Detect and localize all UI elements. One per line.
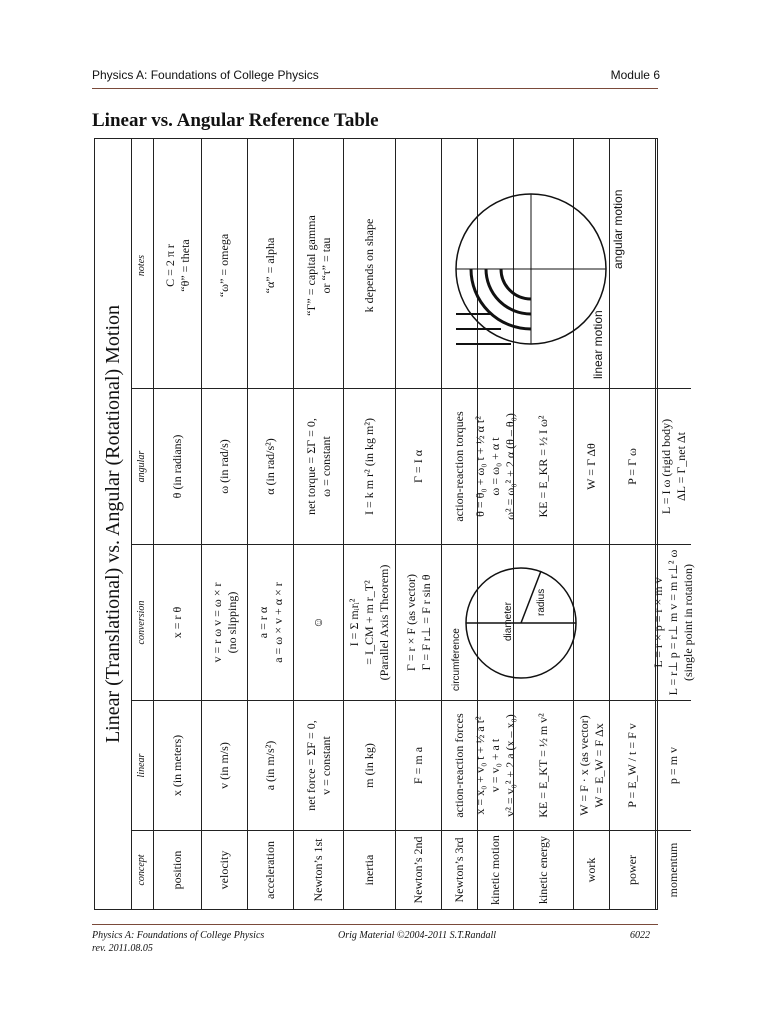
cell-conversion: x = r θ — [154, 545, 201, 701]
cell-linear: p = m v — [656, 701, 691, 831]
footer-left-line1: Physics A: Foundations of College Physics — [92, 930, 265, 941]
cell-linear: F = m a — [396, 701, 441, 831]
circle-diagram-label: diameter — [503, 602, 514, 641]
cell-notes: notes — [132, 143, 153, 389]
cell-linear: a (in m/s²) — [248, 701, 293, 831]
cell-concept: Newton’s 1st — [311, 838, 325, 902]
cell-linear: net force = ΣF = 0, v = constant — [294, 701, 343, 831]
cell-conversion: Γ = r × F (as vector) Γ = F r⊥ = F r sin θ — [396, 545, 441, 701]
cell-linear: W = F · x (as vector) W = E_W = F Δx — [574, 701, 609, 831]
reference-table-wrapper — [94, 138, 695, 910]
table-row — [293, 139, 343, 909]
cell-concept: kinetic energy — [536, 835, 550, 905]
table-row — [651, 139, 695, 909]
cell-concept: acceleration — [263, 841, 277, 899]
cell-conversion: ☺ — [294, 545, 343, 701]
cell-concept: Newton’s 3rd — [452, 837, 466, 903]
cell-angular: ω (in rad/s) — [202, 389, 247, 545]
cell-angular: α (in rad/s²) — [248, 389, 293, 545]
cell-notes: “Γ” = capital gamma or “τ” = tau — [294, 143, 343, 389]
reference-table — [94, 138, 695, 910]
cell-linear: x (in meters) — [154, 701, 201, 831]
table-row — [343, 139, 395, 909]
cell-linear: linear — [132, 701, 153, 831]
cell-linear: action-reaction forces — [442, 701, 477, 831]
cell-linear: KE = E_KT = ½ m v² — [514, 701, 573, 831]
cell-conversion: L = r × p = r × m v L = r⊥ p = r⊥ m v = m r⊥² ω (single point in rotation) — [656, 545, 691, 701]
cell-concept: Newton’s 2nd — [411, 836, 425, 904]
cell-notes — [396, 143, 441, 389]
cell-angular: KE = E_KR = ½ I ω² — [514, 389, 573, 545]
cell-conversion: v = r ω v = ω × r (no slipping) — [202, 545, 247, 701]
cell-angular: θ = θ₀ + ω₀ t + ½ α t² ω = ω₀ + α t ω² = ω₀² + 2 α (θ – θ₀) — [478, 389, 513, 545]
circle-diagram-label: circumference — [451, 628, 462, 691]
cell-concept: position — [170, 850, 184, 890]
cell-angular: I = k m r² (in kg m²) — [344, 389, 395, 545]
cell-concept: kinetic motion — [488, 835, 502, 905]
footer-page-number: 6022 — [630, 930, 650, 941]
page-header-left: Physics A: Foundations of College Physics — [92, 68, 319, 82]
cell-angular: W = Γ Δθ — [574, 389, 609, 545]
cell-angular: Γ = I α — [396, 389, 441, 545]
cell-concept: power — [625, 855, 639, 885]
page-header-right: Module 6 — [610, 68, 660, 82]
table-row — [201, 139, 247, 909]
cell-concept: concept — [136, 854, 148, 886]
cell-linear: x = x₀ + v₀ t + ½ a t² v = v₀ + a t v² = v₀² + 2 a (x – x₀) — [478, 701, 513, 831]
circle-diagram-label: radius — [536, 588, 547, 616]
circle-diagram — [441, 545, 601, 701]
motion-diagram-label: linear motion — [591, 310, 605, 379]
cell-concept: work — [584, 857, 598, 883]
cell-notes: k depends on shape — [344, 143, 395, 389]
cell-linear: P = E_W / t = F v — [610, 701, 655, 831]
footer-left-line2: rev. 2011.08.05 — [92, 943, 153, 954]
cell-conversion — [610, 545, 655, 701]
cell-concept: velocity — [217, 850, 231, 890]
cell-conversion: conversion — [132, 545, 153, 701]
cell-notes: “ω” = omega — [202, 143, 247, 389]
cell-linear: v (in m/s) — [202, 701, 247, 831]
cell-angular: angular — [132, 389, 153, 545]
cell-concept: momentum — [666, 842, 680, 898]
cell-notes — [656, 143, 691, 389]
cell-angular: action-reaction torques — [442, 389, 477, 545]
table-row — [247, 139, 293, 909]
cell-notes: “α” = alpha — [248, 143, 293, 389]
table-title: Linear (Translational) vs. Angular (Rotational) Motion — [101, 304, 124, 744]
table-row — [395, 139, 441, 909]
footer-rule — [92, 924, 658, 925]
cell-conversion: a = r α a = ω × v + α × r — [248, 545, 293, 701]
cell-angular: L = I ω (rigid body) ΔL = Γ_net Δt — [656, 389, 691, 545]
page-title: Linear vs. Angular Reference Table — [92, 110, 379, 131]
column-header-row — [131, 139, 153, 909]
footer-center: Orig Material ©2004-2011 S.T.Randall — [338, 930, 497, 941]
motion-diagram-label: angular motion — [611, 189, 625, 269]
cell-angular: θ (in radians) — [154, 389, 201, 545]
cell-concept: inertia — [362, 854, 376, 886]
cell-angular: net torque = ΣΓ = 0, ω = constant — [294, 389, 343, 545]
table-row — [153, 139, 201, 909]
cell-notes: C = 2 π r “θ” = theta — [154, 143, 201, 389]
cell-angular: P = Γ ω — [610, 389, 655, 545]
header-rule — [92, 88, 658, 89]
cell-conversion: I = Σ mᵢrᵢ² = I_CM + m r_T² (Parallel Axis Theorem) — [344, 545, 395, 701]
cell-linear: m (in kg) — [344, 701, 395, 831]
